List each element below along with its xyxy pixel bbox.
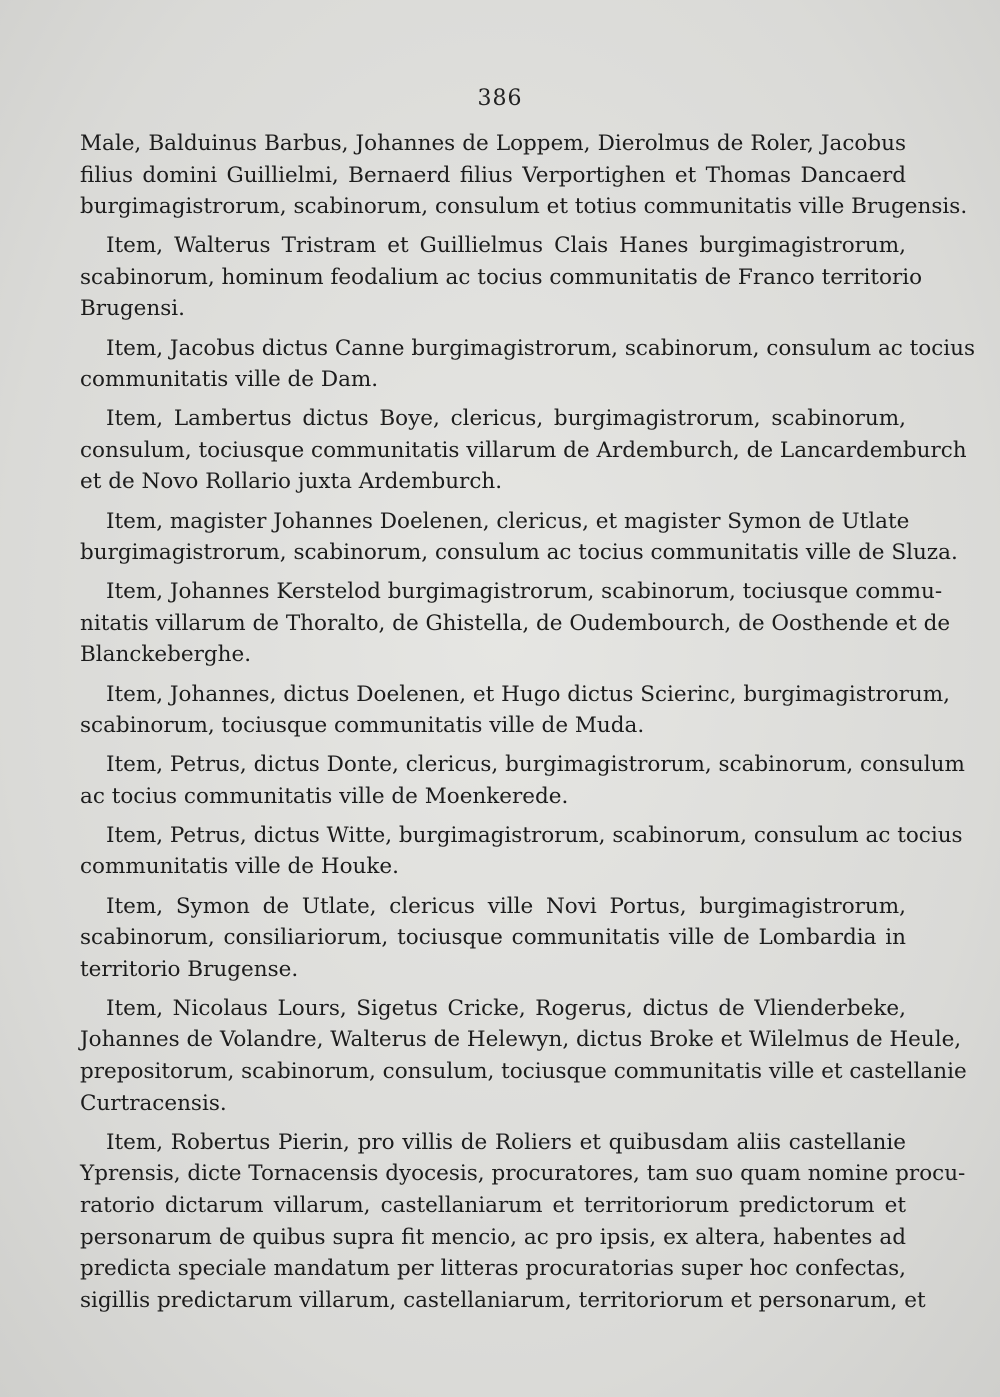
text-line: scabinorum, consiliariorum, tociusque communitatis ville de Lombardia in (80, 925, 906, 951)
text-line: predicta speciale mandatum per litteras procuratorias super hoc confectas, (80, 1256, 906, 1282)
text-line: scabinorum, hominum feodalium ac tocius communitatis de Franco territorio (80, 264, 923, 290)
text-line: Yprensis, dicte Tornacensis dyocesis, procuratores, tam suo quam nomine procu- (80, 1161, 966, 1187)
text-line: Item, Nicolaus Lours, Sigetus Cricke, Rogerus, dictus de Vlienderbeke, (106, 995, 906, 1021)
text-line: Item, Lambertus dictus Boye, clericus, burgimagistrorum, scabinorum, (106, 406, 906, 432)
text-line: communitatis ville de Dam. (80, 367, 379, 393)
text-line: Item, magister Johannes Doelenen, clericus, et magister Symon de Utlate (106, 508, 910, 534)
text-line: Item, Robertus Pierin, pro villis de Roliers et quibusdam aliis castellanie (106, 1129, 906, 1155)
paragraph (80, 230, 923, 325)
text-line: burgimagistrorum, scabinorum, consulum ac tocius communitatis ville de Sluza. (80, 540, 958, 566)
text-line: ratorio dictarum villarum, castellaniarum et territoriorum predictorum et (80, 1192, 906, 1218)
paragraph (80, 1127, 966, 1317)
text-line: territorio Brugense. (80, 956, 299, 982)
text-line: sigillis predictarum villarum, castellaniarum, territoriorum et personarum, et (80, 1287, 926, 1313)
text-line: Blanckeberghe. (80, 642, 252, 668)
paragraph (80, 749, 965, 812)
text-line: Item, Petrus, dictus Witte, burgimagistrorum, scabinorum, consulum ac tocius (106, 822, 963, 848)
text-line: burgimagistrorum, scabinorum, consulum et totius communitatis ville Brugensis. (80, 194, 968, 220)
paragraph (80, 333, 976, 396)
paragraph (80, 128, 968, 223)
text-line: consulum, tociusque communitatis villarum de Ardemburch, de Lancardemburch (80, 437, 967, 463)
text-line: Item, Jacobus dictus Canne burgimagistrorum, scabinorum, consulum ac tocius (106, 335, 976, 361)
paragraph (80, 820, 963, 883)
text-line: Item, Johannes, dictus Doelenen, et Hugo dictus Scierinc, burgimagistrorum, (106, 681, 950, 707)
paragraph (80, 891, 906, 986)
text-line: Johannes de Volandre, Walterus de Helewyn, dictus Broke et Wilelmus de Heule, (80, 1027, 962, 1053)
paragraph (80, 403, 967, 498)
paragraph (80, 993, 967, 1119)
paragraph (80, 679, 950, 742)
paragraph (80, 506, 958, 569)
text-line: Item, Walterus Tristram et Guillielmus Clais Hanes burgimagistrorum, (106, 233, 906, 259)
text-line: Item, Petrus, dictus Donte, clericus, burgimagistrorum, scabinorum, consulum (106, 752, 965, 778)
text-line: personarum de quibus supra fit mencio, ac pro ipsis, ex altera, habentes ad (80, 1224, 906, 1250)
text-line: filius domini Guillielmi, Bernaerd filius Verportighen et Thomas Dancaerd (80, 162, 906, 188)
page-number: 386 (477, 86, 523, 111)
text-line: communitatis ville de Houke. (80, 854, 399, 880)
text-line: nitatis villarum de Thoralto, de Ghistella, de Oudembourch, de Oosthende et de (80, 610, 951, 636)
text-line: et de Novo Rollario juxta Ardemburch. (80, 469, 503, 495)
text-line: prepositorum, scabinorum, consulum, tociusque communitatis ville et castellanie (80, 1059, 967, 1085)
text-line: ac tocius communitatis ville de Moenkerede. (80, 783, 569, 809)
text-line: Item, Symon de Utlate, clericus ville Novi Portus, burgimagistrorum, (106, 893, 906, 919)
text-line: Item, Johannes Kerstelod burgimagistrorum, scabinorum, tociusque commu- (106, 579, 943, 605)
text-line: Male, Balduinus Barbus, Johannes de Loppem, Dierolmus de Roler, Jacobus (80, 131, 906, 156)
paragraph (80, 576, 951, 671)
text-line: Brugensi. (80, 296, 186, 322)
text-line: Curtracensis. (80, 1090, 227, 1116)
text-line: scabinorum, tociusque communitatis ville de Muda. (80, 713, 645, 739)
body-text (80, 128, 976, 1324)
